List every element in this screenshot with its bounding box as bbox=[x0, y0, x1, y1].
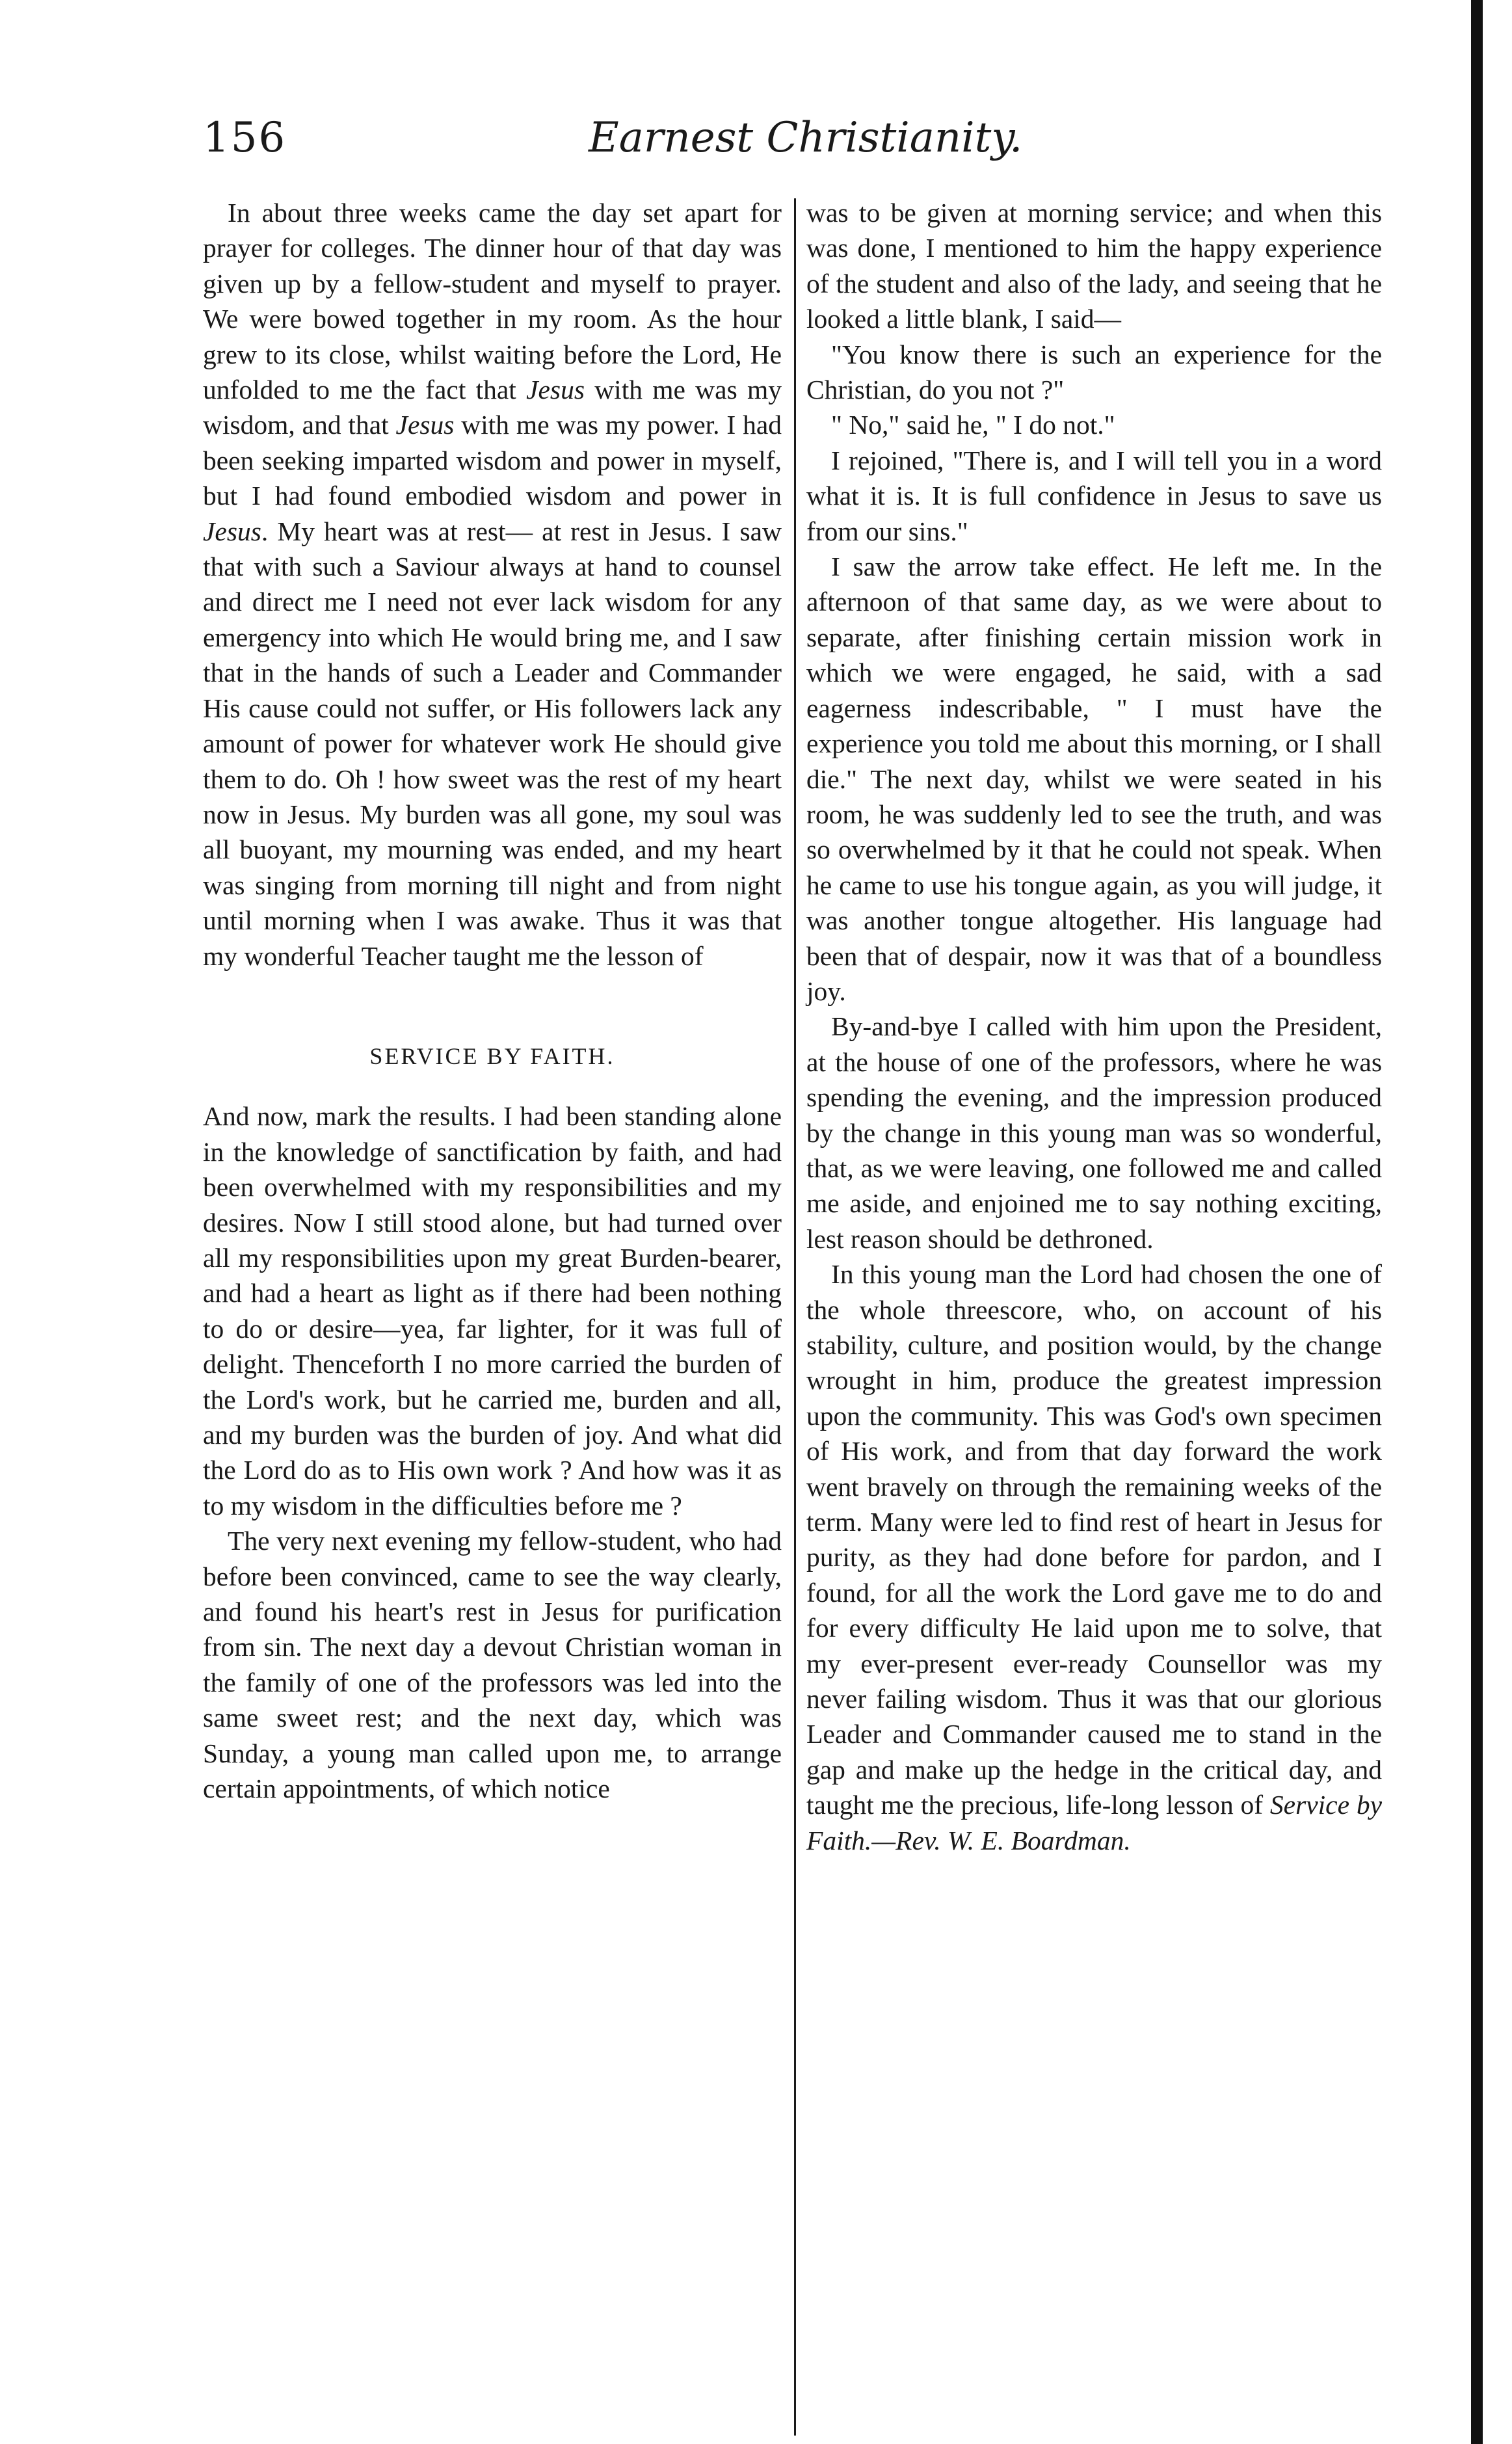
paragraph: By-and-bye I called with him upon the President, at the house of one of the professors, where he was spending the evening, and the impression produced by the change in this young man was so wonderful, that, as we were leaving, one followed me and called me aside, and enjoined me to say nothing exciting, lest reason should be dethroned. bbox=[806, 1011, 1382, 1254]
column-divider bbox=[794, 198, 796, 2436]
italic-run: Jesus bbox=[526, 375, 585, 405]
text-run: with me was my power. I had been seeking imparted wisdom and power in myself, but I had found embodied wisdom and power in bbox=[203, 410, 782, 511]
page-number: 156 bbox=[203, 114, 287, 162]
running-title: Earnest Christianity. bbox=[589, 114, 1023, 162]
section-heading: SERVICE BY FAITH. bbox=[369, 1043, 615, 1069]
paragraph bbox=[203, 195, 782, 974]
text-run: with me was my wisdom, and that bbox=[203, 375, 782, 440]
paragraph bbox=[806, 1256, 1382, 1858]
italic-attribution: Service by Faith.—Rev. W. E. Boardman. bbox=[806, 1790, 1382, 1855]
italic-run: Jesus bbox=[203, 516, 261, 546]
right-column bbox=[806, 195, 1382, 1858]
text-run: In about three weeks came the day set apart for prayer for colleges. The dinner hour of that day was given up by a fellow-student and myself to prayer. We were bowed together in my room. As the hour grew to its close, whilst waiting before the Lord, He unfolded to me the fact that bbox=[203, 198, 782, 405]
paragraph: I rejoined, "There is, and I will tell you in a word what it is. It is full confidence in Jesus to save us from our sins." bbox=[806, 445, 1382, 546]
left-column bbox=[203, 195, 782, 1806]
italic-run: Jesus bbox=[395, 410, 455, 440]
paragraph: And now, mark the results. I had been standing alone in the knowledge of sanctification by faith, and had been overwhelmed with my responsibilities and my desires. Now I still stood alone, but had turned over all my responsibilities upon my great Burden-bearer, and had a heart as light as if there had been nothing to do or desire—yea, far lighter, for it was full of delight. Thenceforth I no more carried the burden of the Lord's work, but he carried me, burden and all, and my burden was the burden of joy. And what did the Lord do as to His own work ? And how was it as to my wisdom in the difficulties before me ? bbox=[203, 1101, 782, 1521]
text-run: . My heart was at rest— at rest in Jesus. I saw that with such a Saviour always at hand to counsel and direct me I need not ever lack wisdom for any emergency into which He would bring me, and I saw that in the hands of such a Leader and Commander His cause could not suffer, or His followers lack any amount of power for whatever work He should give them to do. Oh ! how sweet was the rest of my heart now in Jesus. My burden was all gone, my soul was all buoyant, my mourning was ended, and my heart was singing from morning till night and from night until morning when I was awake. Thus it was that my wonderful Teacher taught me the lesson of bbox=[203, 516, 782, 971]
scan-edge-bar bbox=[1471, 0, 1483, 2444]
paragraph: "You know there is such an experience for the Christian, do you not ?" bbox=[806, 339, 1382, 405]
paragraph: The very next evening my fellow-student, who had before been convinced, came to see the way clearly, and found his heart's rest in Jesus for purification from sin. The next day a devout Christian woman in the family of one of the professors was led into the same sweet rest; and the next day, which was Sunday, a young man called upon me, to arrange certain appointments, of which notice bbox=[203, 1526, 782, 1804]
text-run: In this young man the Lord had chosen the one of the whole threescore, who, on account of his stability, culture, and position would, by the change wrought in him, produce the greatest impression upon the community. This was God's own specimen of His work, and from that day forward the work went bravely on through the remaining weeks of the term. Many were led to find rest of heart in Jesus for purity, as they had done before for pardon, and I found, for all the work the Lord gave me to do and for every difficulty He laid upon me to solve, that my ever-present ever-ready Counsellor was my never failing wisdom. Thus it was that our glorious Leader and Commander caused me to stand in the gap and make up the hedge in the critical day, and taught me the precious, life-long lesson of bbox=[806, 1259, 1382, 1820]
paragraph: " No," said he, " I do not." bbox=[831, 410, 1115, 440]
paragraph: was to be given at morning service; and when this was done, I mentioned to him the happy experience of the student and also of the lady, and seeing that he looked a little blank, I said— bbox=[806, 198, 1382, 334]
paragraph: I saw the arrow take effect. He left me. In the afternoon of that same day, as we were about to separate, after finishing certain mission work in which we were engaged, he said, with a sad eagerness indescribable, " I must have the experience you told me about this morning, or I shall die." The next day, whilst we were seated in his room, he was suddenly led to see the truth, and was so overwhelmed by it that he could not speak. When he came to use his tongue again, as you will judge, it was another tongue altogether. His language had been that of despair, now it was that of a boundless joy. bbox=[806, 551, 1382, 1006]
